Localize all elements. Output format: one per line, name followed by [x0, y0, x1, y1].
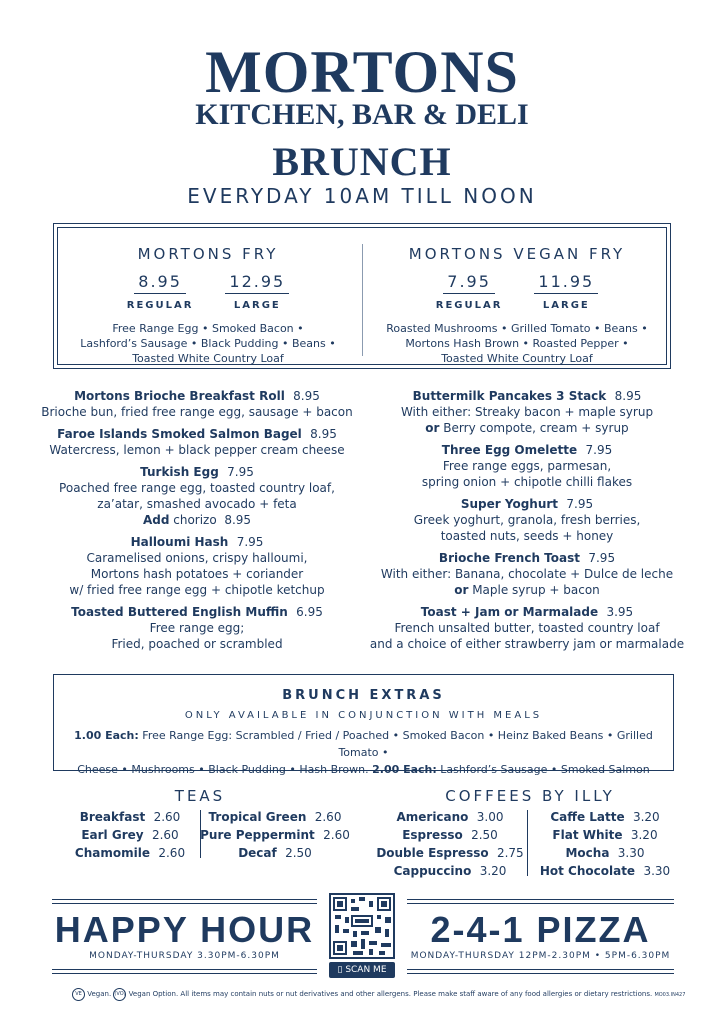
item-desc: Free range eggs, parmesan,	[442, 459, 612, 473]
item-desc: toasted nuts, seeds + honey	[440, 529, 614, 543]
vegan-fry-regular-label: REGULAR	[435, 300, 503, 311]
vegan-option-badge-icon: (VO)	[113, 988, 126, 1001]
addon-label: Add	[142, 513, 170, 527]
menu-item	[32, 464, 362, 528]
drink-item: Cappuccino 3.20	[393, 864, 507, 878]
item-price: 7.95	[236, 535, 264, 549]
menu-right-column	[362, 388, 692, 658]
vegan-fry-desc: Toasted White Country Loaf	[441, 352, 593, 365]
item-name: Three Egg Omelette	[441, 443, 578, 457]
teas-right-list	[200, 808, 350, 862]
promo-rule	[407, 899, 674, 900]
coffees-divider	[527, 810, 528, 876]
extras-items-1: Free Range Egg: Scrambled / Fried / Poached • Smoked Bacon • Heinz Baked Beans • Grilled Tomato •	[142, 729, 653, 759]
mortons-fry-large-price: 12.95	[225, 272, 289, 294]
promo-rule	[52, 903, 317, 904]
drink-item: Decaf 2.50	[238, 846, 312, 860]
phone-icon: ▯	[337, 965, 343, 975]
item-desc: Berry compote, cream + syrup	[443, 421, 629, 435]
item-desc: Mortons hash potatoes + coriander	[90, 567, 304, 581]
vegan-label: Vegan.	[87, 990, 112, 998]
vegan-fry-desc: Mortons Hash Brown • Roasted Pepper •	[405, 337, 629, 350]
item-desc: za’atar, smashed avocado + feta	[97, 497, 297, 511]
menu-item	[32, 604, 362, 652]
item-price: 7.95	[227, 465, 254, 479]
menu-item	[362, 550, 692, 598]
menu-title: BRUNCH	[272, 139, 452, 184]
mortons-fry-regular-label: REGULAR	[126, 300, 194, 311]
happy-hour-title: HAPPY HOUR	[54, 909, 315, 950]
menu-item	[362, 604, 692, 652]
item-price: 7.95	[566, 497, 594, 511]
menu-item	[362, 442, 692, 490]
drink-item: Tropical Green 2.60	[208, 810, 342, 824]
item-desc: w/ fried free range egg + chipotle ketchup	[69, 583, 325, 597]
drink-item: Americano 3.00	[396, 810, 504, 824]
menu-item	[32, 426, 362, 458]
menu-item	[362, 388, 692, 436]
item-desc: Maple syrup + bacon	[472, 583, 600, 597]
promo-rule	[52, 969, 317, 970]
item-desc: With either: Banana, chocolate + Dulce de leche	[380, 567, 674, 581]
vegan-fry-large-label: LARGE	[542, 300, 590, 311]
item-desc: Watercress, lemon + black pepper cream cheese	[49, 443, 345, 457]
qr-code[interactable]	[329, 893, 395, 959]
fry-divider	[362, 244, 363, 356]
extras-items-1b: Cheese • Mushrooms • Black Pudding • Hash Brown.	[77, 763, 369, 776]
item-desc: Greek yoghurt, granola, fresh berries,	[413, 513, 641, 527]
item-name: Brioche French Toast	[438, 551, 580, 565]
mortons-fry-desc: Lashford’s Sausage • Black Pudding • Beans •	[80, 337, 336, 350]
item-price: 8.95	[293, 389, 320, 403]
menu-item	[32, 534, 362, 598]
menu-item	[362, 496, 692, 544]
vegan-fry-regular-price: 7.95	[443, 272, 495, 294]
item-price: 8.95	[310, 427, 337, 441]
drink-item: Caffe Latte 3.20	[550, 810, 660, 824]
extras-label-2: 2.00 Each:	[372, 763, 437, 776]
brunch-extras-box	[53, 674, 674, 776]
drink-item: Flat White 3.20	[552, 828, 658, 842]
allergen-footer	[72, 987, 692, 1002]
or-label: or	[454, 583, 469, 597]
promo-rule	[52, 973, 317, 974]
drink-item: Breakfast 2.60	[79, 810, 181, 824]
happy-hour-times: MONDAY-THURSDAY 3.30PM-6.30PM	[89, 951, 280, 961]
item-price: 7.95	[585, 443, 613, 457]
item-desc: Poached free range egg, toasted country loaf,	[59, 481, 335, 495]
footer-code: MO03.IN427	[654, 992, 686, 998]
item-price: 8.95	[614, 389, 642, 403]
scan-me-button[interactable]	[329, 962, 395, 978]
item-name: Toast + Jam or Marmalade	[420, 605, 599, 619]
drink-item: Earl Grey 2.60	[81, 828, 179, 842]
item-desc: spring onion + chipotle chilli flakes	[421, 475, 633, 489]
drink-item: Espresso 2.50	[402, 828, 498, 842]
menu-left-column	[32, 388, 362, 658]
mortons-fry-desc: Toasted White Country Loaf	[132, 352, 284, 365]
item-name: Toasted Buttered English Muffin	[71, 605, 288, 619]
vegan-fry	[367, 244, 667, 366]
promo-rule	[52, 899, 317, 900]
pizza-title: 2-4-1 PIZZA	[430, 909, 651, 950]
extras-subtitle: ONLY AVAILABLE IN CONJUNCTION WITH MEALS	[184, 710, 543, 721]
addon-price: 8.95	[224, 513, 252, 527]
menu-hours: EVERYDAY 10AM TILL NOON	[187, 184, 537, 208]
or-label: or	[425, 421, 440, 435]
drink-item: Pure Peppermint 2.60	[200, 828, 350, 842]
promo-rule	[407, 903, 674, 904]
drink-item: Mocha 3.30	[565, 846, 645, 860]
teas-title: TEAS	[174, 787, 226, 805]
coffees-right-list	[530, 808, 680, 880]
pizza-times: MONDAY-THURSDAY 12PM-2.30PM • 5PM-6.30PM	[410, 951, 671, 961]
menu-item	[32, 388, 362, 420]
mortons-fry-desc: Free Range Egg • Smoked Bacon •	[112, 322, 304, 335]
promo-rule	[407, 969, 674, 970]
extras-items-2: Lashford’s Sausage • Smoked Salmon	[440, 763, 650, 776]
extras-label-1: 1.00 Each:	[74, 729, 139, 742]
drink-item: Chamomile 2.60	[74, 846, 186, 860]
item-desc: Brioche bun, fried free range egg, sausage + bacon	[41, 405, 353, 419]
item-name: Halloumi Hash	[130, 535, 229, 549]
item-desc: Fried, poached or scrambled	[111, 637, 283, 651]
drink-item: Hot Chocolate 3.30	[539, 864, 671, 878]
item-name: Turkish Egg	[140, 465, 219, 479]
vegan-fry-title: MORTONS VEGAN FRY	[408, 245, 626, 263]
item-name: Buttermilk Pancakes 3 Stack	[412, 389, 607, 403]
item-name: Super Yoghurt	[460, 497, 559, 511]
teas-left-list	[60, 808, 200, 862]
item-desc: Free range egg;	[149, 621, 245, 635]
coffees-left-list	[370, 808, 530, 880]
item-desc: With either: Streaky bacon + maple syrup	[400, 405, 654, 419]
item-desc: and a choice of either strawberry jam or marmalade	[369, 637, 685, 651]
extras-title: BRUNCH EXTRAS	[282, 688, 445, 703]
addon-item: chorizo	[173, 513, 217, 527]
vegan-badge-icon: VE	[72, 988, 85, 1001]
mortons-fry-large-label: LARGE	[233, 300, 281, 311]
item-desc: French unsalted butter, toasted country loaf	[394, 621, 660, 635]
item-price: 6.95	[296, 605, 323, 619]
promo-rule	[407, 973, 674, 974]
drink-item: Double Espresso 2.75	[376, 846, 524, 860]
item-price: 7.95	[588, 551, 616, 565]
vegan-fry-desc: Roasted Mushrooms • Grilled Tomato • Beans •	[386, 322, 648, 335]
item-desc: Caramelised onions, crispy halloumi,	[86, 551, 308, 565]
vegan-fry-large-price: 11.95	[534, 272, 598, 294]
brand-subtitle: KITCHEN, BAR & DELI	[195, 98, 529, 131]
coffees-title: COFFEES BY ILLY	[445, 787, 615, 805]
mortons-fry-title: MORTONS FRY	[137, 245, 279, 263]
item-name: Faroe Islands Smoked Salmon Bagel	[57, 427, 302, 441]
scan-me-label: SCAN ME	[345, 965, 387, 975]
mortons-fry	[58, 244, 358, 366]
item-name: Mortons Brioche Breakfast Roll	[74, 389, 285, 403]
item-price: 3.95	[606, 605, 634, 619]
footer-text: Vegan Option. All items may contain nuts or nut derivatives and other allergens. Please make staff aware of any food allergies or dietary restrictions.	[128, 990, 653, 998]
brand-name: MORTONS	[205, 39, 519, 105]
mortons-fry-regular-price: 8.95	[134, 272, 186, 294]
